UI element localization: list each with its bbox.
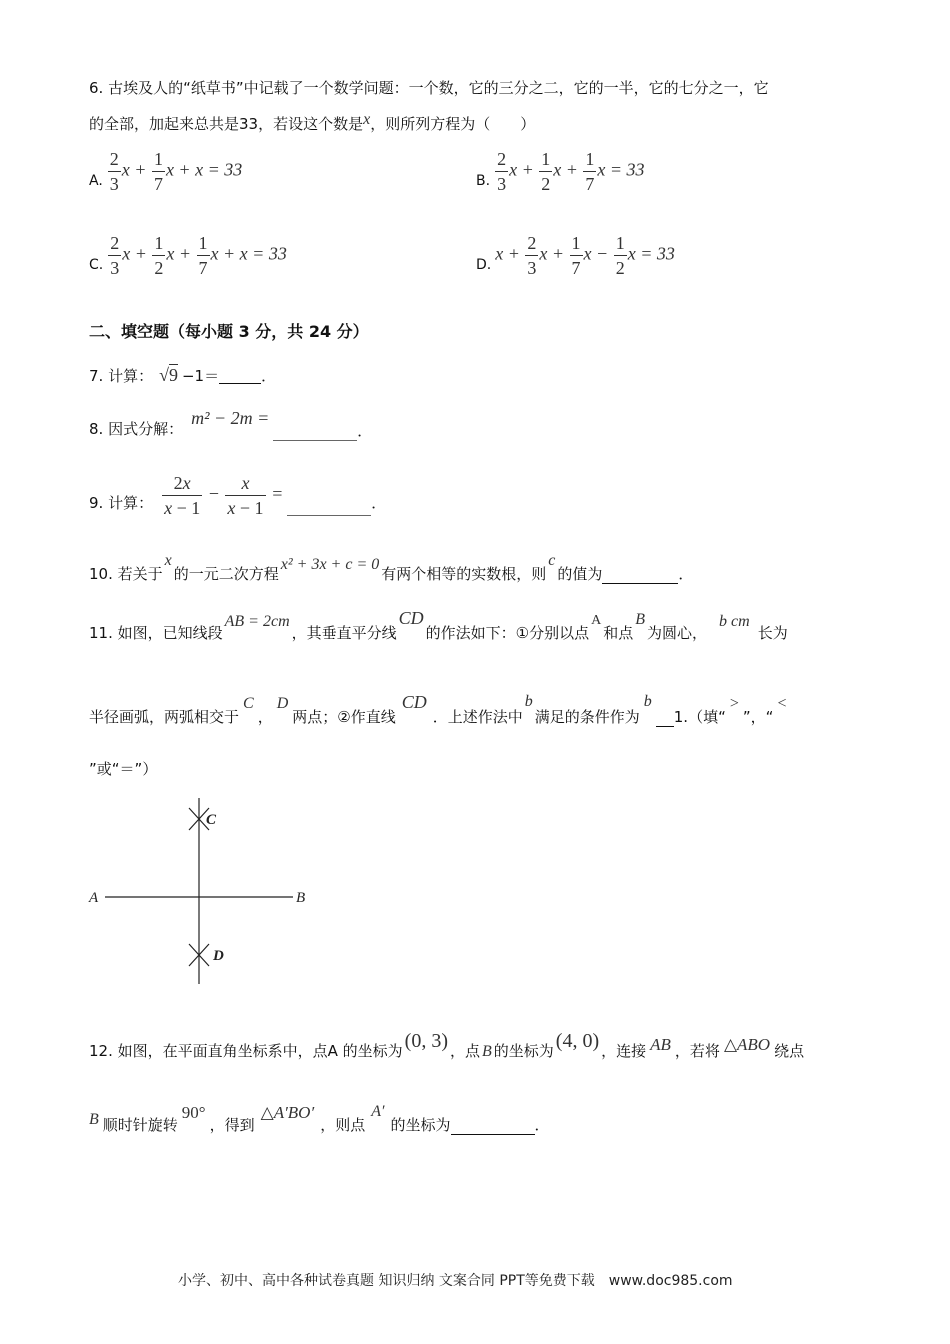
q11-answer-blank[interactable] — [656, 712, 674, 727]
q11-line3: ”或“＝”） — [89, 760, 158, 778]
label-c: C — [206, 812, 217, 828]
q6-option-a[interactable]: A. $\frac{2}{3}$ x + $\frac{1}{7}$ x + x = 33 — [89, 149, 243, 194]
q6-option-c[interactable]: C. $\frac{2}{3}$ x + $\frac{1}{2}$ x + $\frac{1}{7}$ x + x = 33 — [89, 233, 287, 278]
q8-answer-blank[interactable] — [273, 420, 357, 441]
label-b: B — [296, 890, 306, 906]
q12-line2: B 顺时针旋转 90° ，得到 △A′BO′ ，则点 A′ 的坐标为 ． — [89, 1103, 550, 1134]
q11-line1: 11. 如图，已知线段 AB = 2cm ，其垂直平分线 CD 的作法如下：①分别以点 A 和点 B 为圆心， b cm 长为 — [89, 608, 788, 642]
perpendicular-bisector-figure — [85, 790, 325, 990]
footer-text: 小学、初中、高中各种试卷真题 知识归纳 文案合同 PPT等免费下载 www.doc985.com — [178, 1273, 733, 1289]
q9-answer-blank[interactable] — [287, 495, 371, 516]
label-a: A — [89, 890, 99, 906]
q6-line2: 的全部，加起来总共是33，若设这个数是x，则所列方程为（ ） — [89, 111, 536, 133]
q6-option-b[interactable]: B. $\frac{2}{3}$ x + $\frac{1}{2}$ x + $\frac{1}{7}$ x = 33 — [476, 149, 645, 194]
q7: 7. 计算： √9 −1＝ ． — [89, 365, 277, 385]
q9: 9. 计算： $\frac{2x}{x - 1}$ − $\frac{x}{x - 1}$ = ． — [89, 473, 387, 518]
q10: 10. 若关于 x 的一元二次方程 x² + 3x + c = 0 有两个相等的实数根，则 c 的值为 ． — [89, 552, 694, 583]
q11-line2: 半径画弧，两弧相交于 C ， D 两点；②作直线 CD ．上述作法中 b 满足的条件作为 b 1.（填“ > ”，“ < — [89, 692, 787, 726]
q6-option-d[interactable]: D. x + $\frac{2}{3}$ x + $\frac{1}{7}$ x − $\frac{1}{2}$ x = 33 — [476, 233, 675, 278]
q10-answer-blank[interactable] — [602, 567, 678, 584]
label-d: D — [213, 948, 224, 964]
section-heading: 二、填空题（每小题 3 分，共 24 分） — [89, 322, 369, 341]
sqrt-9: √9 — [159, 365, 178, 385]
q12-line1: 12. 如图，在平面直角坐标系中，点A 的坐标为 (0, 3) ，点 B 的坐标为 (4, 0) ，连接 AB ，若将 △ABO 绕点 — [89, 1030, 805, 1060]
q7-answer-blank[interactable] — [219, 367, 261, 384]
q8: 8. 因式分解： m² − 2m = ． — [89, 408, 373, 440]
q6-line1: 6. 古埃及人的“纸草书”中记载了一个数学问题：一个数，它的三分之二，它的一半，它的七分之一，它 — [89, 79, 769, 97]
q12-answer-blank[interactable] — [451, 1120, 535, 1135]
